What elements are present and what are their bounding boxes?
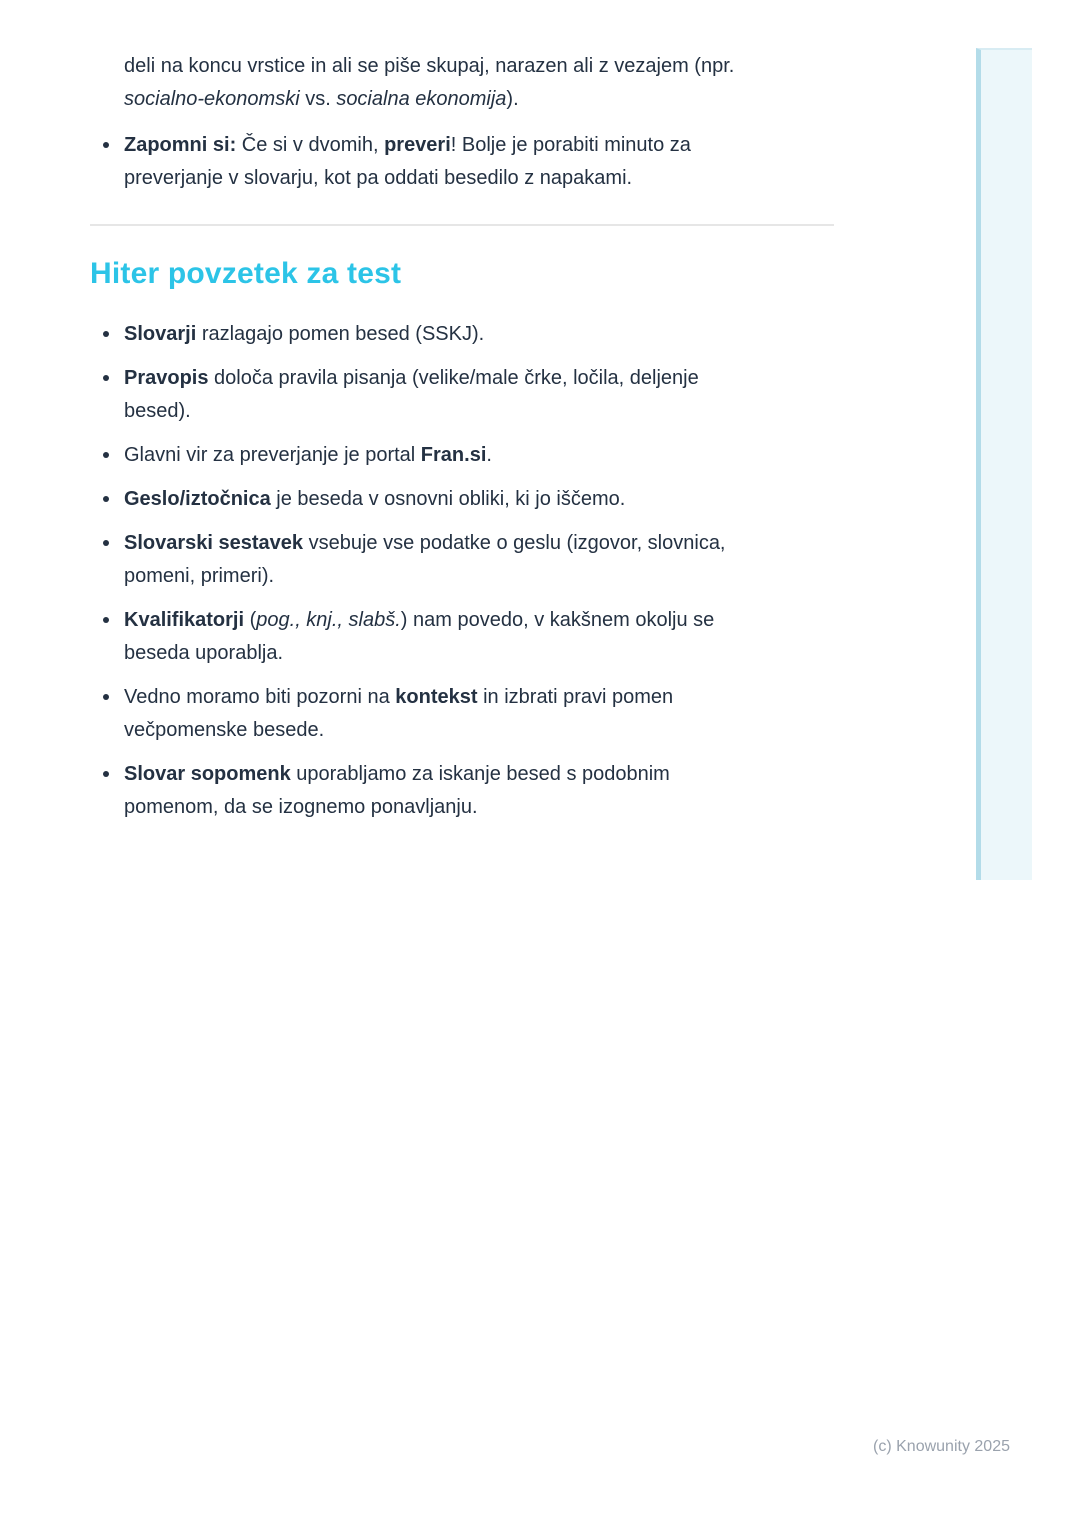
text-run: . [486, 444, 492, 466]
summary-item-text [124, 488, 625, 510]
summary-item [90, 439, 810, 472]
section-divider [90, 224, 834, 226]
summary-item [90, 362, 810, 428]
summary-item-text [124, 609, 714, 664]
bullet-dot-icon [103, 331, 109, 337]
continued-paragraph [124, 50, 834, 116]
bullet-dot-icon [103, 771, 109, 777]
text-run: Vedno moramo biti pozorni na [124, 686, 396, 708]
summary-item-text [124, 323, 484, 345]
text-run: večpomenske besede. [124, 719, 325, 741]
text-run: kontekst [395, 686, 478, 708]
text-run: besed). [124, 400, 191, 422]
text-run: Slovarji [124, 323, 197, 345]
text-run: pomeni, primeri). [124, 565, 275, 587]
text-run: Geslo/iztočnica [124, 488, 271, 510]
summary-item [90, 527, 810, 593]
bullet-dot-icon [103, 452, 109, 458]
text-run: vsebuje vse podatke o geslu (izgovor, slovnica, [303, 532, 726, 554]
text-run: določa pravila pisanja (velike/male črke, ločila, deljenje [208, 367, 699, 389]
bullet-dot-icon [103, 540, 109, 546]
note-list [90, 129, 834, 195]
text-run: uporabljamo za iskanje besed s podobnim [290, 763, 670, 785]
bullet-dot-icon [103, 142, 109, 148]
summary-item [90, 758, 810, 824]
summary-list [90, 318, 834, 824]
summary-item-text [124, 444, 492, 466]
text-run: Če si v dvomih, [236, 134, 385, 156]
summary-item-text [124, 367, 699, 422]
bullet-dot-icon [103, 375, 109, 381]
text-run: je beseda v osnovni obliki, ki jo iščemo. [270, 488, 626, 510]
text-run: ). [506, 88, 519, 110]
bullet-dot-icon [103, 496, 109, 502]
section-heading: Hiter povzetek za test [90, 257, 402, 290]
text-run: pog., knj., slabš. [256, 609, 401, 631]
text-run: Zapomni si: [124, 134, 237, 156]
summary-item [90, 318, 810, 351]
text-run: preverjanje v slovarju, kot pa oddati besedilo z napakami. [124, 167, 633, 189]
text-run: Glavni vir za preverjanje je portal [124, 444, 421, 466]
text-run: beseda uporablja. [124, 642, 284, 664]
text-run: Fran.si [420, 444, 487, 466]
bullet-dot-icon [103, 617, 109, 623]
text-run: socialno-ekonomski [124, 88, 300, 110]
text-run: Kvalifikatorji [124, 609, 245, 631]
copyright-footer: (c) Knowunity 2025 [873, 1438, 1010, 1455]
note-item [90, 129, 810, 195]
summary-item [90, 483, 810, 516]
text-run: razlagajo pomen besed (SSKJ). [196, 323, 485, 345]
summary-item-text [124, 763, 670, 818]
text-run: Slovar sopomenk [124, 763, 291, 785]
text-run: ! Bolje je porabiti minuto za [450, 134, 691, 156]
text-run: pomenom, da se izognemo ponavljanju. [124, 796, 478, 818]
summary-item-text [124, 686, 673, 741]
text-run: ) nam povedo, v kakšnem okolju se [400, 609, 715, 631]
notes-content [90, 50, 834, 835]
summary-item-text [124, 532, 726, 587]
summary-item [90, 604, 810, 670]
text-run: Slovarski sestavek [124, 532, 304, 554]
text-run: preveri [384, 134, 451, 156]
note-item-text [124, 134, 691, 189]
text-run: Pravopis [124, 367, 209, 389]
vertical-scrollbar[interactable] [976, 48, 1032, 880]
bullet-dot-icon [103, 694, 109, 700]
text-run: in izbrati pravi pomen [477, 686, 674, 708]
text-run: ( [244, 609, 257, 631]
text-run: deli na koncu vrstice in ali se piše skupaj, narazen ali z vezajem (npr. [124, 55, 735, 77]
text-run: vs. [299, 88, 337, 110]
summary-item [90, 681, 810, 747]
text-run: socialna ekonomija [336, 88, 507, 110]
